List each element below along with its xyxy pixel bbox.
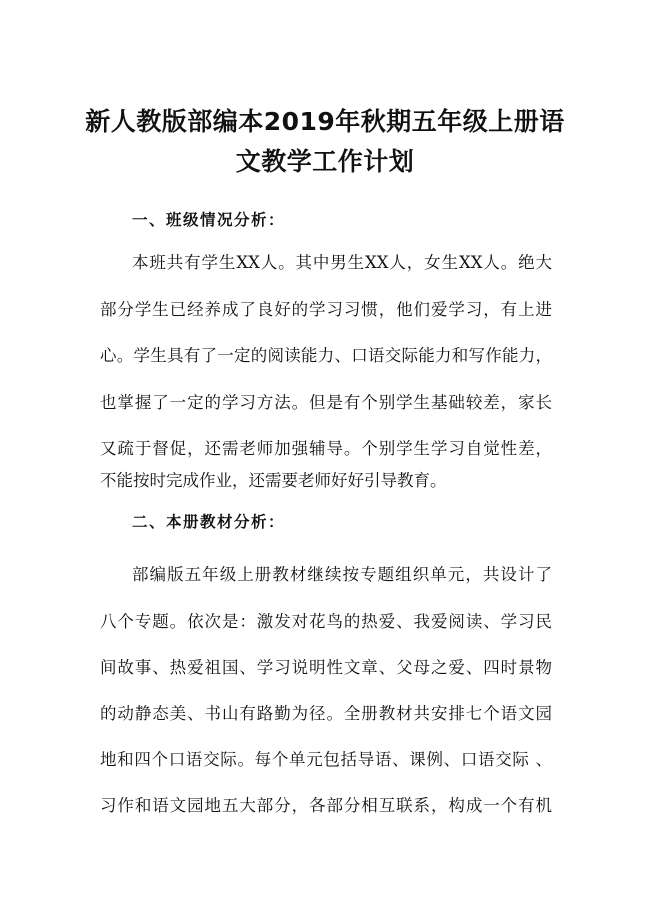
section-1-paragraph-line: 本班共有学生XX人。其中男生XX人，女生XX人。绝大 (132, 253, 552, 272)
section-1-paragraph-line: 心。学生具有了一定的阅读能力、口语交际能力和写作能力， (100, 346, 552, 365)
section-2-paragraph-line: 地和四个口语交际。每个单元包括导语、课例、口语交际 、 (100, 750, 552, 769)
section-1-heading: 一、班级情况分析： (132, 211, 286, 229)
section-1-paragraph-line: 又疏于督促，还需老师加强辅导。个别学生学习自觉性差， (100, 439, 552, 458)
section-2-paragraph-line: 的动静态美、书山有路勤为径。全册教材共安排七个语文园 (100, 704, 552, 723)
section-2-heading: 二、本册教材分析： (132, 513, 286, 531)
section-2-paragraph-line: 部编版五年级上册教材继续按专题组织单元，共设计了 (132, 565, 552, 584)
document-title-line-1: 新人教版部编本2019年秋期五年级上册语 (85, 107, 565, 136)
section-2-paragraph-line: 八个专题。依次是：激发对花鸟的热爱、我爱阅读、学习民 (100, 612, 552, 631)
section-1-paragraph-line: 不能按时完成作业，还需要老师好好引导教育。 (100, 471, 447, 490)
section-2-paragraph-line: 间故事、热爱祖国、学习说明性文章、父母之爱、四时景物 (100, 658, 552, 677)
section-2-paragraph-line: 习作和语文园地五大部分，各部分相互联系，构成一个有机 (100, 796, 552, 815)
section-1-paragraph-line: 也掌握了一定的学习方法。但是有个别学生基础较差，家长 (100, 393, 552, 412)
document-title-line-2: 文教学工作计划 (235, 147, 415, 176)
section-1-paragraph-line: 部分学生已经养成了良好的学习习惯，他们爱学习，有上进 (100, 300, 552, 319)
